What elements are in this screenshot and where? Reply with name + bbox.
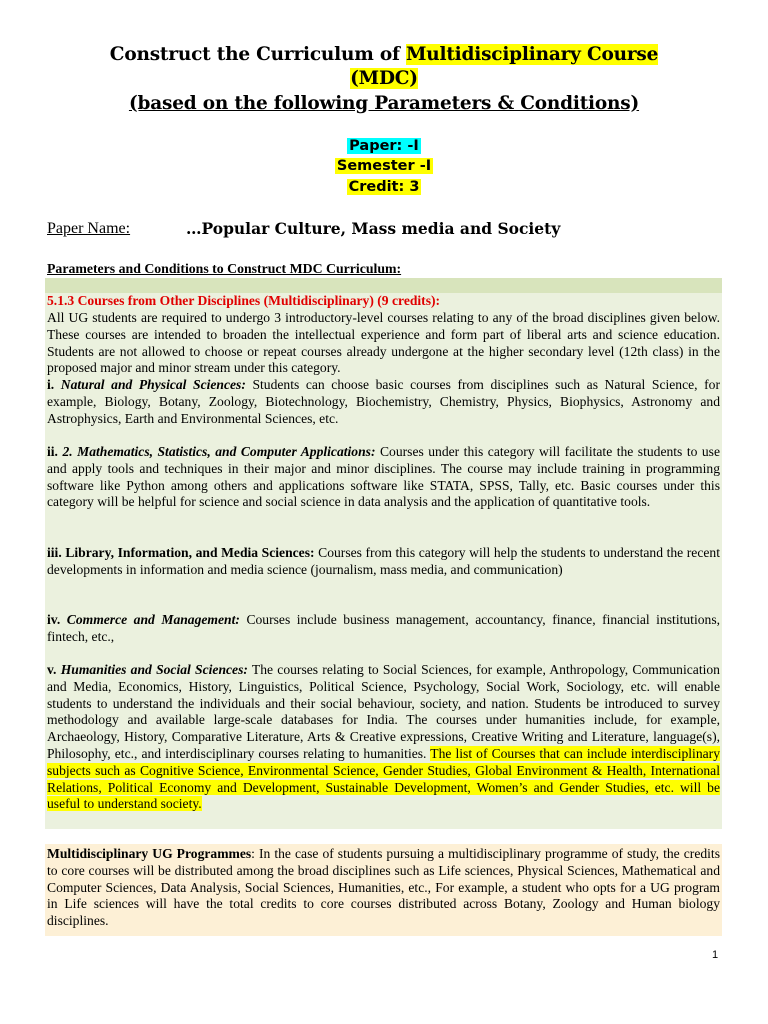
page-number: 1 bbox=[712, 949, 719, 961]
item-commerce: iv. Commerce and Management: Courses include business management, accountancy, finance, financial institutions, fintech, etc., bbox=[47, 612, 721, 644]
paper-name-label: Paper Name: bbox=[47, 220, 131, 237]
green-band bbox=[45, 278, 722, 293]
title-mdc: (MDC) bbox=[350, 68, 418, 89]
item-library-media: iii. Library, Information, and Media Sciences: Courses from this category will help the students to understand the recent developments in information and media science (journalism, mass media, and communication) bbox=[47, 545, 720, 577]
title-line-2 bbox=[30, 68, 738, 89]
ug-programmes: Multidisciplinary UG Programmes: In the case of students pursuing a multidisciplinary programme of study, the credits to core courses will be distributed among the broad disciplines such as Life sciences, Physical Sciences, Mathematical and Computer Sciences, Data Analysis, Social Sciences, Humanities, etc., For example, a student who opts for a UG program in Life sciences will have the total credits to core courses distributed across Botany, Zoology and Human biology disciplines. bbox=[47, 846, 720, 929]
semester: Semester -I bbox=[336, 158, 432, 174]
paper-name-value: …Popular Culture, Mass media and Society bbox=[186, 219, 561, 238]
params-heading: Parameters and Conditions to Construct MDC Curriculum: bbox=[47, 261, 402, 276]
credit: Credit: 3 bbox=[348, 179, 420, 195]
title-highlight: Multidisciplinary Course bbox=[405, 44, 659, 65]
section-heading: 5.1.3 Courses from Other Disciplines (Multidisciplinary) (9 credits): bbox=[47, 293, 441, 308]
title-prefix: Construct the Curriculum of bbox=[109, 44, 406, 65]
paper-number: Paper: -I bbox=[349, 138, 419, 154]
title-line-3: (based on the following Parameters & Conditions) bbox=[128, 93, 640, 114]
item-humanities: v. Humanities and Social Sciences: The courses relating to Social Sciences, for example, Anthropology, Communication and Media, Economics, History, Linguistics, Political Science, Psychology, Social Work, Sociology, etc. will enable students to understand the individuals and their social behaviour, society, and nation. Students be introduced to survey methodology and available large-scale databases for India. The courses under humanities include, for example, Archaeology, History, Comparative Literature, Arts & Creative expressions, Creative Writing and Literature, language(s), Philosophy, etc., and interdisciplinary courses relating to humanities. The list of Courses that can include interdisciplinary subjects such as Cognitive Science, Environmental Science, Gender Studies, Global Environment & Health, International Relations, Political Economy and Development, Sustainable Development, Women’s and Gender Studies, etc. will be useful to understand society. bbox=[47, 662, 720, 812]
paper-name-row bbox=[47, 220, 737, 238]
item-mathematics: ii. 2. Mathematics, Statistics, and Computer Applications: Courses under this category will facilitate the students to use and apply tools and techniques in their major and minor disciplines. The course may include training in programming software like Python among others and applications software like STATA, SPSS, Tally, etc. Basic courses under this category will be helpful for science and social science in data analysis and the application of quantitative tools. bbox=[47, 444, 720, 510]
section-intro: All UG students are required to undergo 3 introductory-level courses relating to any of the broad disciplines given below. These courses are intended to broaden the intellectual experience and form part of liberal arts and science education. Students are not allowed to choose or repeat courses already undergone at the higher secondary level (12th class) in the proposed major and minor stream under this category. bbox=[47, 310, 720, 376]
humanities-highlight: The list of Courses that can include interdisciplinary subjects such as Cognitive Science, Environmental Science, Gender Studies, Global Environment & Health, International Relations, Political Economy and Development, Sustainable Development, Women’s and Gender Studies, etc. will be useful to understand society. bbox=[47, 745, 720, 812]
title-line-1 bbox=[30, 44, 738, 65]
item-natural-sciences: i. Natural and Physical Sciences: Students can choose basic courses from disciplines such as Natural Science, for example, Biology, Botany, Zoology, Biotechnology, Biochemistry, Chemistry, Physics, Biophysics, Astronomy and Astrophysics, Earth and Environmental Sciences, etc. bbox=[47, 377, 720, 426]
